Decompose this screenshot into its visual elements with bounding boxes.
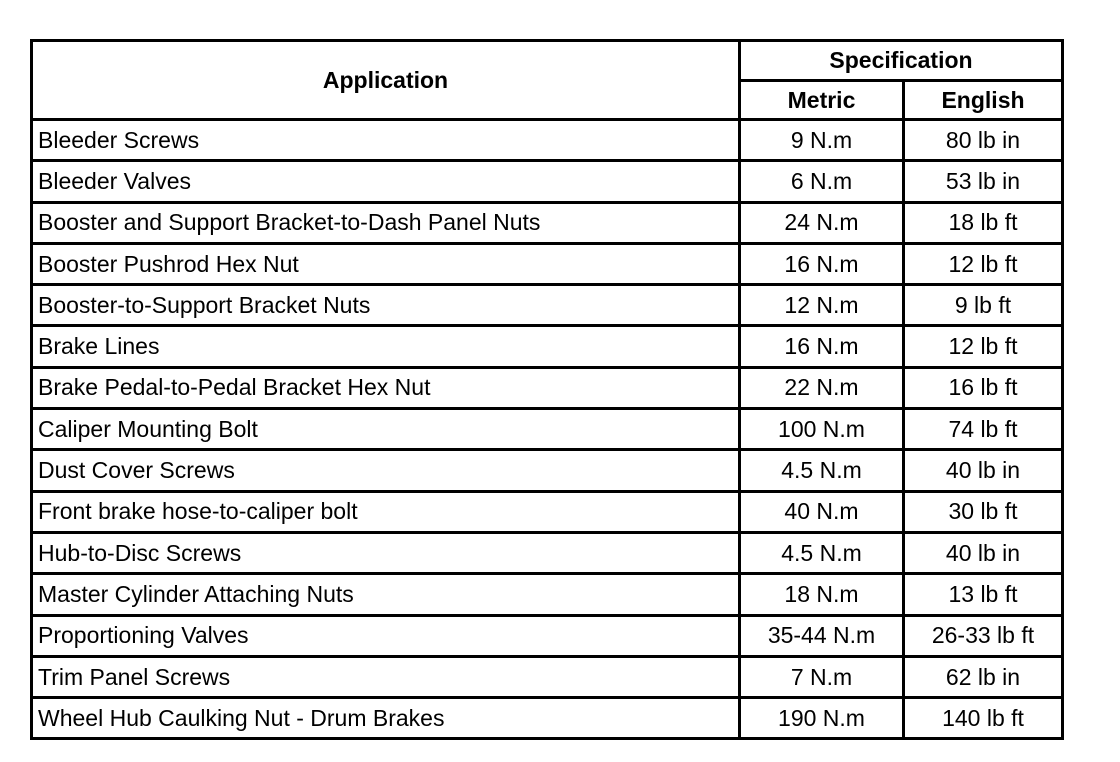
table-row [32,161,1063,202]
english-cell: 16 lb ft [904,367,1063,408]
metric-cell: 12 N.m [740,285,904,326]
application-cell: Dust Cover Screws [32,450,740,491]
application-cell: Front brake hose-to-caliper bolt [32,491,740,532]
metric-cell: 16 N.m [740,243,904,284]
metric-cell: 18 N.m [740,574,904,615]
table-row [32,574,1063,615]
application-cell: Booster Pushrod Hex Nut [32,243,740,284]
application-cell: Brake Pedal-to-Pedal Bracket Hex Nut [32,367,740,408]
application-cell: Brake Lines [32,326,740,367]
application-cell: Hub-to-Disc Screws [32,532,740,573]
english-cell: 140 lb ft [904,698,1063,739]
header-specification: Specification [740,41,1063,81]
table-row [32,120,1063,161]
metric-cell: 24 N.m [740,202,904,243]
english-cell: 53 lb in [904,161,1063,202]
english-cell: 13 lb ft [904,574,1063,615]
application-cell: Trim Panel Screws [32,656,740,697]
english-cell: 40 lb in [904,450,1063,491]
metric-cell: 100 N.m [740,409,904,450]
table-row [32,367,1063,408]
english-cell: 62 lb in [904,656,1063,697]
metric-cell: 190 N.m [740,698,904,739]
application-cell: Wheel Hub Caulking Nut - Drum Brakes [32,698,740,739]
table-row [32,491,1063,532]
table-row [32,698,1063,739]
metric-cell: 22 N.m [740,367,904,408]
metric-cell: 6 N.m [740,161,904,202]
table-row [32,532,1063,573]
english-cell: 80 lb in [904,120,1063,161]
header-metric: Metric [740,81,904,120]
application-cell: Master Cylinder Attaching Nuts [32,574,740,615]
table-row [32,450,1063,491]
english-cell: 18 lb ft [904,202,1063,243]
header-application: Application [32,41,740,120]
table-row [32,326,1063,367]
table-row [32,656,1063,697]
table-row [32,285,1063,326]
metric-cell: 4.5 N.m [740,450,904,491]
english-cell: 30 lb ft [904,491,1063,532]
english-cell: 9 lb ft [904,285,1063,326]
table-row [32,409,1063,450]
application-cell: Caliper Mounting Bolt [32,409,740,450]
english-cell: 26-33 lb ft [904,615,1063,656]
english-cell: 12 lb ft [904,243,1063,284]
metric-cell: 16 N.m [740,326,904,367]
metric-cell: 9 N.m [740,120,904,161]
application-cell: Booster-to-Support Bracket Nuts [32,285,740,326]
metric-cell: 40 N.m [740,491,904,532]
application-cell: Bleeder Screws [32,120,740,161]
metric-cell: 4.5 N.m [740,532,904,573]
english-cell: 74 lb ft [904,409,1063,450]
table-row [32,243,1063,284]
fastener-specification-table [30,39,1064,740]
metric-cell: 7 N.m [740,656,904,697]
english-cell: 40 lb in [904,532,1063,573]
application-cell: Proportioning Valves [32,615,740,656]
application-cell: Booster and Support Bracket-to-Dash Panel Nuts [32,202,740,243]
metric-cell: 35-44 N.m [740,615,904,656]
application-cell: Bleeder Valves [32,161,740,202]
header-english: English [904,81,1063,120]
table-row [32,615,1063,656]
english-cell: 12 lb ft [904,326,1063,367]
table-row [32,202,1063,243]
